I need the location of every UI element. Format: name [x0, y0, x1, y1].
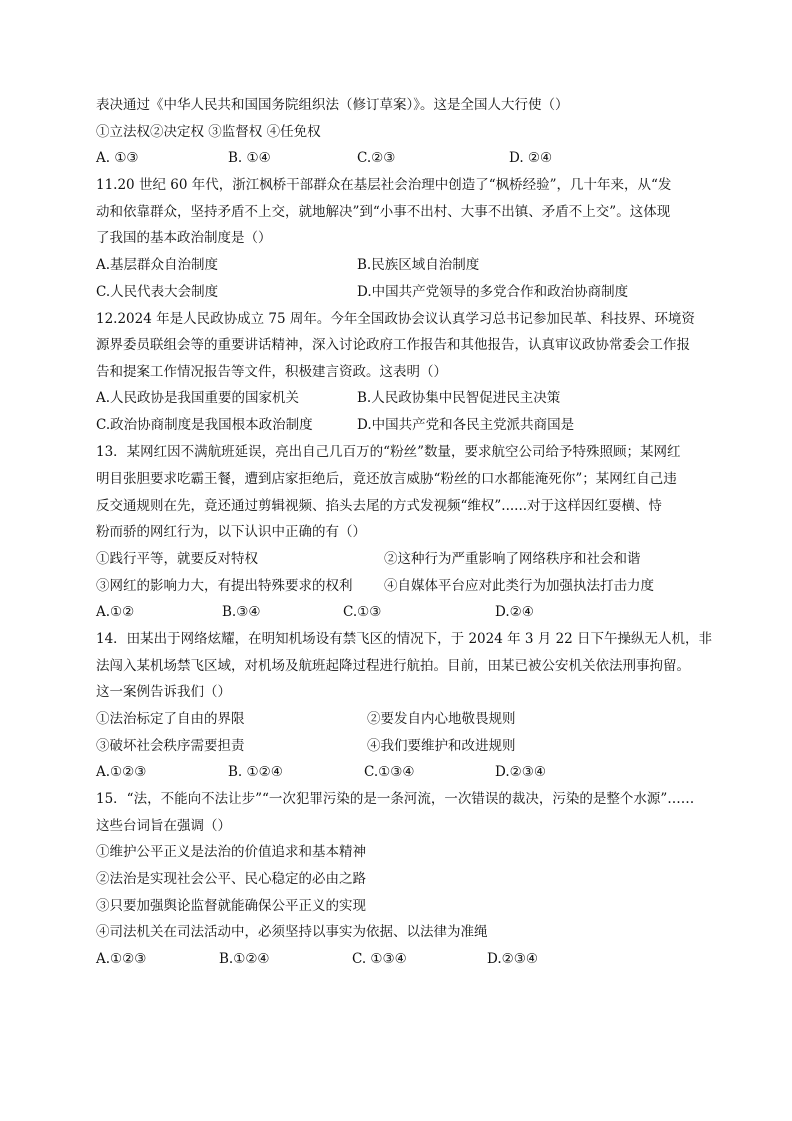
- q10-option-b: B. ①④: [228, 150, 271, 166]
- q12-option-b: B.人民政协集中民智促进民主决策: [357, 390, 561, 406]
- q13-stem-line-2: 明目张胆要求吃霸王餐，遭到店家拒绝后，竟还放言威胁“粉丝的口水都能淹死你”；某网红自己违: [96, 471, 677, 487]
- q14-stem-line-1: 14．田某出于网络炫耀，在明知机场设有禁飞区的情况下，于 2024 年 3 月 22 日下午操纵无人机，非: [96, 631, 713, 647]
- q14-option-c: C.①③④: [364, 764, 415, 780]
- q10-option-c: C.②③: [357, 150, 396, 166]
- q14-item-2: ②要发自内心地敬畏规则: [367, 711, 516, 727]
- q14-item-3: ③破坏社会秩序需要担责: [96, 738, 245, 754]
- q14-item-4: ④我们要维护和改进规则: [367, 738, 516, 754]
- q15-option-a: A.①②③: [96, 951, 147, 967]
- q13-option-b: B.③④: [222, 604, 261, 620]
- q10-option-d: D. ②④: [509, 150, 553, 166]
- q15-item-1: ①维护公平正义是法治的价值追求和基本精神: [96, 844, 366, 860]
- q15-item-3: ③只要加强舆论监督就能确保公平正义的实现: [96, 898, 366, 914]
- q11-stem-line-3: 了我国的基本政治制度是（）: [96, 230, 272, 246]
- q13-stem-line-4: 粉而骄的网红行为，以下认识中正确的有（）: [96, 524, 366, 540]
- q10-stem-line-1: 表决通过《中华人民共和国国务院组织法（修订草案）》。这是全国人大行使（）: [96, 97, 569, 113]
- q12-stem-line-3: 告和提案工作情况报告等文件，积极建言资政。这表明（）: [96, 364, 447, 380]
- q13-item-4: ④自媒体平台应对此类行为加强执法打击力度: [384, 578, 654, 594]
- q15-stem-line-1: 15．“法，不能向不法让步”“一次犯罪污染的是一条河流，一次错误的裁决，污染的是整个水源”……: [96, 791, 695, 807]
- q15-option-c: C. ①③④: [352, 951, 407, 967]
- q12-stem-line-1: 12.2024 年是人民政协成立 75 周年。今年全国政协会议认真学习总书记参加民革、科技界、环境资: [96, 311, 695, 327]
- q13-option-c: C.①③: [343, 604, 382, 620]
- q13-item-1: ①践行平等，就要反对特权: [96, 551, 258, 567]
- q11-option-a: A.基层群众自治制度: [96, 257, 219, 273]
- q13-option-a: A.①②: [96, 604, 135, 620]
- q13-stem-line-1: 13．某网红因不满航班延误，亮出自己几百万的“粉丝”数量，要求航空公司给予特殊照顾；某网红: [96, 444, 681, 460]
- q13-item-3: ③网红的影响力大，有提出特殊要求的权利: [96, 578, 353, 594]
- q13-option-d: D.②④: [495, 604, 534, 620]
- q15-item-4: ④司法机关在司法活动中，必须坚持以事实为依据、以法律为准绳: [96, 924, 488, 940]
- q11-stem-line-2: 动和依靠群众，坚持矛盾不上交，就地解决”到“小事不出村、大事不出镇、矛盾不上交”。这体现: [96, 204, 671, 220]
- q14-item-1: ①法治标定了自由的界限: [96, 711, 245, 727]
- q14-stem-line-2: 法闯入某机场禁飞区域，对机场及航班起降过程进行航拍。目前，田某已被公安机关依法刑事拘留。: [96, 658, 690, 674]
- q13-item-2: ②这种行为严重影响了网络秩序和社会和谐: [384, 551, 641, 567]
- q14-stem-line-3: 这一案例告诉我们（）: [96, 684, 231, 700]
- q12-option-c: C.政治协商制度是我国根本政治制度: [96, 417, 313, 433]
- q15-item-2: ②法治是实现社会公平、民心稳定的必由之路: [96, 871, 366, 887]
- q12-option-a: A.人民政协是我国重要的国家机关: [96, 390, 300, 406]
- q15-stem-line-2: 这些台词旨在强调（）: [96, 818, 231, 834]
- q11-option-d: D.中国共产党领导的多党合作和政治协商制度: [357, 284, 629, 300]
- q14-option-b: B. ①②④: [228, 764, 283, 780]
- q11-stem-line-1: 11.20 世纪 60 年代，浙江枫桥干部群众在基层社会治理中创造了“枫桥经验”，几十年来，从“发: [96, 177, 672, 193]
- q10-items: ①立法权②决定权 ③监督权 ④任免权: [96, 124, 321, 140]
- q15-option-d: D.②③④: [487, 951, 538, 967]
- q14-option-d: D.②③④: [495, 764, 546, 780]
- q11-option-b: B.民族区域自治制度: [357, 257, 480, 273]
- q13-stem-line-3: 反交通规则在先，竟还通过剪辑视频、掐头去尾的方式发视频“维权”......对于这样因红耍横、恃: [96, 498, 663, 514]
- q12-stem-line-2: 源界委员联组会等的重要讲话精神，深入讨论政府工作报告和其他报告，认真审议政协常委会工作报: [96, 337, 690, 353]
- q14-option-a: A.①②③: [96, 764, 147, 780]
- q10-option-a: A. ①③: [96, 150, 139, 166]
- q11-option-c: C.人民代表大会制度: [96, 284, 219, 300]
- q12-option-d: D.中国共产党和各民主党派共商国是: [357, 417, 575, 433]
- q15-option-b: B.①②④: [219, 951, 270, 967]
